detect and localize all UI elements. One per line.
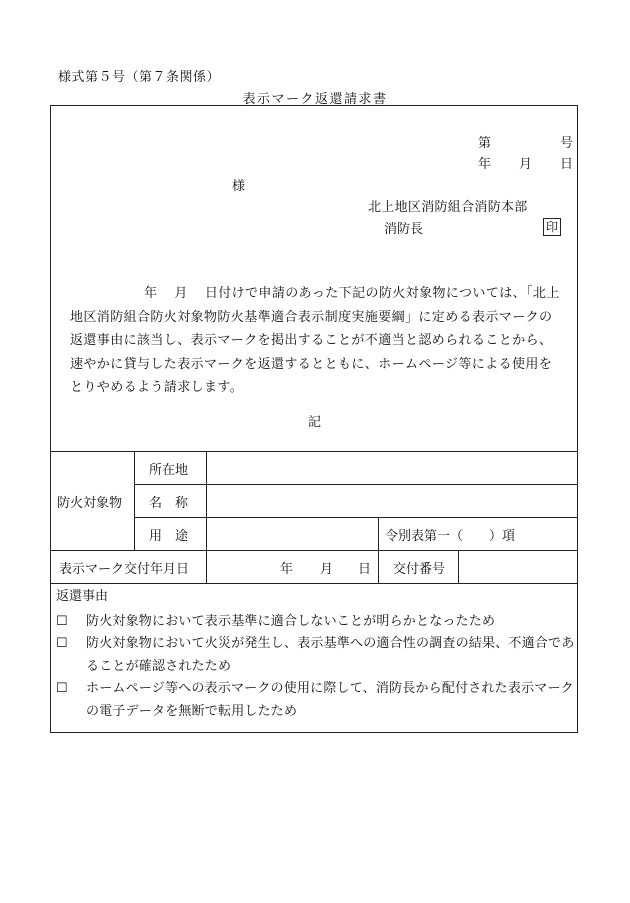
document-title: 表示マーク返還請求書: [242, 92, 388, 107]
addressee-suffix: 様: [232, 179, 246, 194]
seal-mark: 印: [543, 218, 561, 236]
checkbox-icon[interactable]: ☐: [56, 636, 68, 651]
checkbox-icon[interactable]: ☐: [56, 613, 68, 629]
issue-date-label: 表示マーク交付年月日: [59, 562, 190, 577]
location-label: 所在地: [149, 463, 189, 478]
reason-text: 防火対象物において火災が発生し、表示基準への適合性の調査の結果、不適合であることが確認されたため: [86, 636, 575, 674]
issue-month: 月: [320, 562, 334, 577]
para-year: 年: [144, 286, 158, 301]
reasons-heading: 返還事由: [56, 589, 109, 604]
issue-number-label: 交付番号: [393, 562, 446, 577]
reason-text: ホームページ等への表示マークの使用に際して、消防長から配付された表示マークの電子データを無断で転用したため: [86, 681, 574, 719]
para-text: 日付けで申請のあった下記の防火対象物については、「北上地区消防組合防火対象物防火基準適合表示制度実施要綱」に定める表示マークの返還事由に該当し、表示マークを掲出することが不適当と認められることから、速やかに貸与した表示マークを返還するとともに、ホームページ等による使用をとりやめるよう請求します。: [70, 286, 560, 395]
reason-item: [56, 633, 576, 678]
chief-title: 消防長: [384, 222, 424, 237]
use-label: 用 途: [149, 529, 189, 544]
reason-item: [56, 611, 576, 634]
date-month: 月: [519, 157, 533, 172]
date-day: 日: [560, 157, 574, 172]
request-paragraph: [70, 282, 562, 400]
organization-name: 北上地区消防組合消防本部: [368, 200, 528, 215]
checkbox-icon[interactable]: ☐: [56, 681, 68, 696]
ordinance-label: 令別表第一（ ）項: [385, 529, 516, 544]
name-label: 名 称: [149, 496, 189, 511]
number-prefix: 第: [478, 136, 492, 151]
ki-label: 記: [308, 415, 322, 430]
reason-text: 防火対象物において表示基準に適合しないことが明らかとなったため: [86, 613, 496, 629]
fire-target-label: 防火対象物: [57, 496, 123, 511]
issue-day: 日: [358, 562, 372, 577]
return-reasons: [56, 586, 576, 723]
issue-year: 年: [280, 562, 294, 577]
para-month: 月: [174, 286, 188, 301]
form-number-label: 様式第５号（第７条関係）: [58, 70, 221, 85]
date-year: 年: [478, 157, 492, 172]
reason-item: [56, 678, 576, 723]
number-suffix: 号: [560, 136, 574, 151]
